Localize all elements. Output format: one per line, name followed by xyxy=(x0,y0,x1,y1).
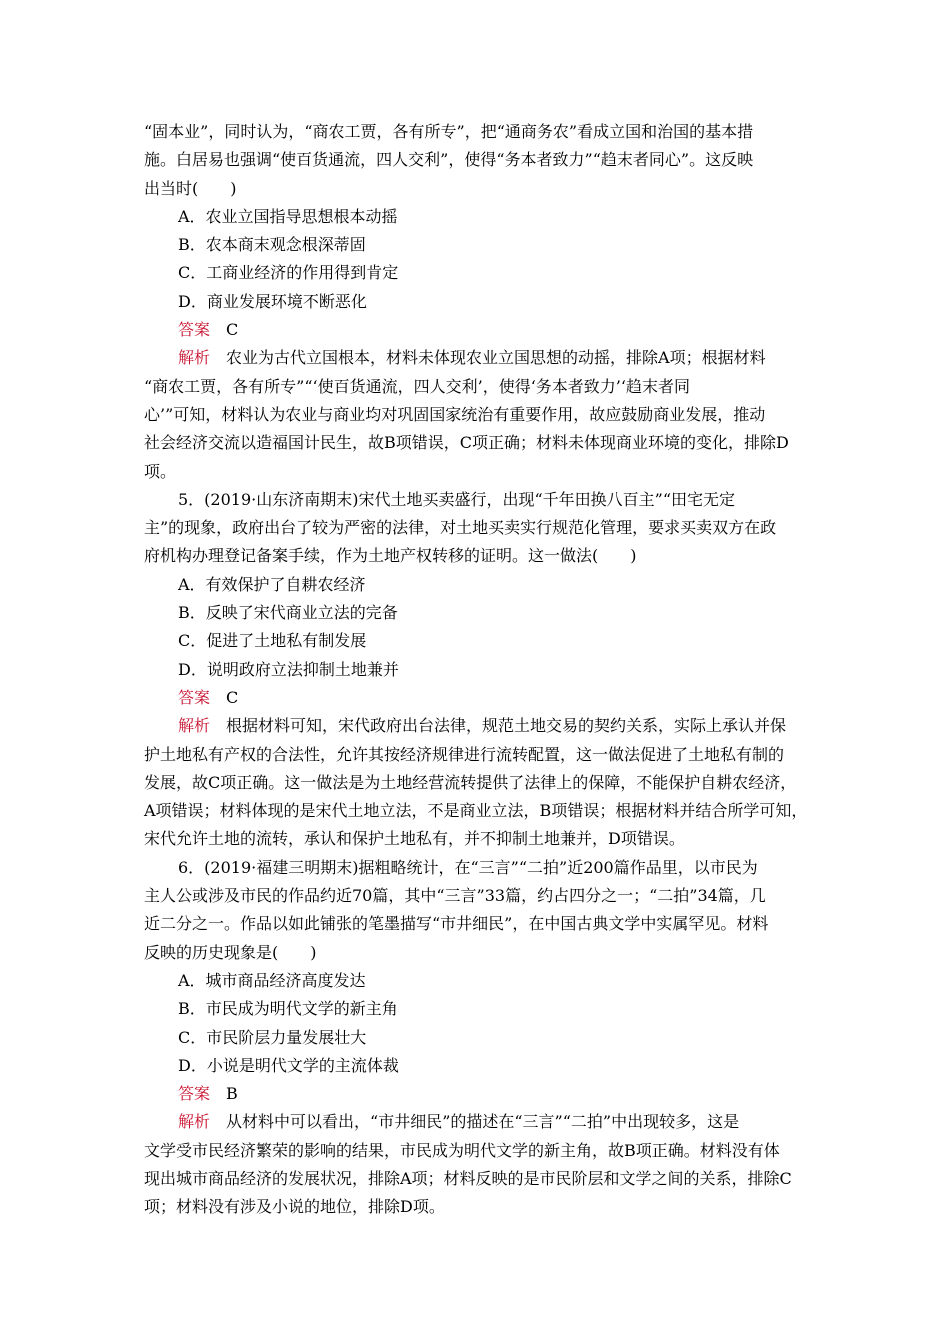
analysis-line: 解析 根据材料可知，宋代政府出台法律，规范土地交易的契约关系，实际上承认并保 xyxy=(178,716,787,736)
analysis-line: 心’”可知，材料认为农业与商业均对巩固国家统治有重要作用，故应鼓励商业发展，推动 xyxy=(144,404,766,424)
analysis-line: 现出城市商品经济的发展状况，排除A项；材料反映的是市民阶层和文学之间的关系，排除C xyxy=(144,1168,792,1188)
question-stem-line: 主”的现象，政府出台了较为严密的法律，对土地买卖实行规范化管理，要求买卖双方在政 xyxy=(144,518,777,538)
answer-line xyxy=(144,316,808,344)
option-a: A．有效保护了自耕农经济 xyxy=(178,574,366,594)
question-stem-line: 近二分之一。作品以如此铺张的笔墨描写“市井细民”，在中国古典文学中实属罕见。材料 xyxy=(144,914,769,934)
answer-label: 答案 xyxy=(178,320,211,340)
option-b: B．反映了宋代商业立法的完备 xyxy=(178,603,398,623)
option-b: B．农本商末观念根深蒂固 xyxy=(178,235,366,255)
analysis-line: 解析 从材料中可以看出，“市井细民”的描述在“三言”“二拍”中出现较多，这是 xyxy=(178,1112,740,1132)
answer-label: 答案 xyxy=(178,1084,211,1104)
question-6 xyxy=(144,854,808,1222)
answer-value: C xyxy=(226,687,239,707)
analysis-label: 解析 xyxy=(178,348,211,368)
analysis-line: “商农工贾，各有所专”“‘使百货通流，四人交利’，使得‘务本者致力’‘趋末者同 xyxy=(144,376,690,396)
option-a: A．城市商品经济高度发达 xyxy=(178,970,366,990)
option-c: C．促进了土地私有制发展 xyxy=(178,631,367,651)
analysis-label: 解析 xyxy=(178,716,211,736)
answer-line xyxy=(144,1080,808,1108)
analysis-line: 解析 农业为古代立国根本，材料未体现农业立国思想的动摇，排除A项；根据材料 xyxy=(178,348,766,368)
question-stem-line: 5．(2019·山东济南期末)宋代土地买卖盛行，出现“千年田换八百主”“田宅无定 xyxy=(178,489,736,509)
answer-line xyxy=(144,684,808,712)
option-d: D．小说是明代文学的主流体裁 xyxy=(178,1055,399,1075)
option-d: D．说明政府立法抑制土地兼并 xyxy=(178,659,399,679)
question-5 xyxy=(144,486,808,854)
question-4 xyxy=(144,118,808,486)
option-c: C．市民阶层力量发展壮大 xyxy=(178,1027,367,1047)
question-stem-line: 府机构办理登记备案手续，作为土地产权转移的证明。这一做法( ) xyxy=(144,546,637,566)
question-stem-line: 主人公或涉及市民的作品约近70篇，其中“三言”33篇，约占四分之一；“二拍”34篇，几 xyxy=(144,886,766,906)
analysis-line: 社会经济交流以造福国计民生，故B项错误，C项正确；材料未体现商业环境的变化，排除D xyxy=(144,433,789,453)
analysis-line: 项。 xyxy=(144,461,177,481)
option-b: B．市民成为明代文学的新主角 xyxy=(178,999,398,1019)
answer-value: C xyxy=(226,320,239,340)
option-c: C．工商业经济的作用得到肯定 xyxy=(178,263,399,283)
question-stem-line: 施。白居易也强调“使百货通流，四人交利”，使得“务本者致力”“趋末者同心”。这反映 xyxy=(144,150,754,170)
answer-value: B xyxy=(226,1084,238,1104)
question-stem-line: “固本业”，同时认为，“商农工贾，各有所专”，把“通商务农”看成立国和治国的基本措 xyxy=(144,122,754,141)
analysis-line: 文学受市民经济繁荣的影响的结果，市民成为明代文学的新主角，故B项正确。材料没有体 xyxy=(144,1140,780,1160)
analysis-line: 护土地私有产权的合法性，允许其按经济规律进行流转配置，这一做法促进了土地私有制的 xyxy=(144,744,785,764)
question-stem-line: 6．(2019·福建三明期末)据粗略统计，在“三言”“二拍”近200篇作品里，以市民为 xyxy=(178,857,758,877)
option-a: A．农业立国指导思想根本动摇 xyxy=(178,206,398,226)
question-stem-line: 反映的历史现象是( ) xyxy=(144,942,317,962)
answer-label: 答案 xyxy=(178,687,211,707)
analysis-line: 宋代允许土地的流转，承认和保护土地私有，并不抑制土地兼并，D项错误。 xyxy=(144,829,685,849)
analysis-label: 解析 xyxy=(178,1112,211,1132)
analysis-line: A项错误；材料体现的是宋代土地立法，不是商业立法，B项错误；根据材料并结合所学可知， xyxy=(144,801,808,821)
question-stem-line: 出当时( ) xyxy=(144,178,237,198)
option-d: D．商业发展环境不断恶化 xyxy=(178,291,367,311)
document-body xyxy=(144,118,808,1222)
analysis-line: 发展，故C项正确。这一做法是为土地经营流转提供了法律上的保障，不能保护自耕农经济， xyxy=(144,772,797,792)
analysis-line: 项；材料没有涉及小说的地位，排除D项。 xyxy=(144,1197,445,1217)
